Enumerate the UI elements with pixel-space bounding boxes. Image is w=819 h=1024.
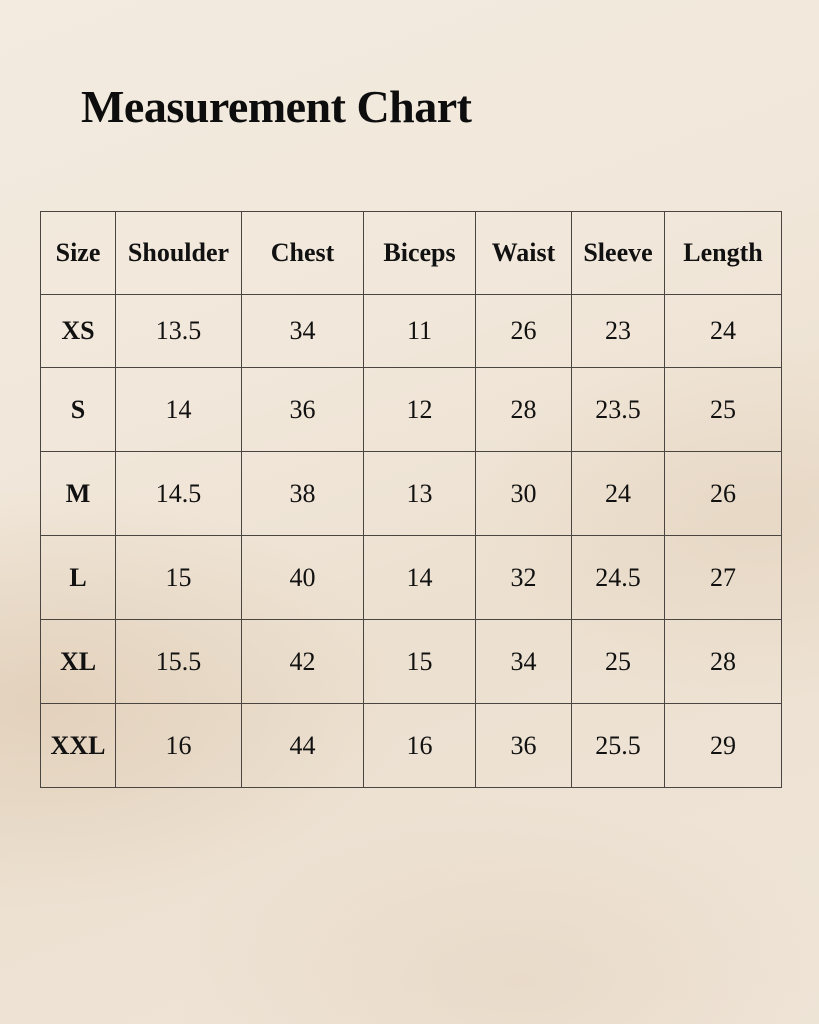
table-row	[41, 620, 782, 704]
size-cell: L	[41, 536, 116, 620]
length-cell: 26	[665, 452, 782, 536]
chest-cell: 36	[242, 368, 364, 452]
waist-cell: 36	[476, 704, 572, 788]
measurement-table	[40, 211, 782, 788]
sleeve-cell: 24.5	[572, 536, 665, 620]
header-row	[41, 212, 782, 295]
shoulder-cell: 14	[116, 368, 242, 452]
header-biceps: Biceps	[364, 212, 476, 295]
size-cell: XXL	[41, 704, 116, 788]
table-row	[41, 704, 782, 788]
size-cell: XS	[41, 295, 116, 368]
table-row	[41, 295, 782, 368]
header-size: Size	[41, 212, 116, 295]
waist-cell: 26	[476, 295, 572, 368]
table-row	[41, 536, 782, 620]
chest-cell: 40	[242, 536, 364, 620]
biceps-cell: 13	[364, 452, 476, 536]
length-cell: 24	[665, 295, 782, 368]
waist-cell: 34	[476, 620, 572, 704]
header-length: Length	[665, 212, 782, 295]
length-cell: 29	[665, 704, 782, 788]
biceps-cell: 15	[364, 620, 476, 704]
length-cell: 25	[665, 368, 782, 452]
shoulder-cell: 13.5	[116, 295, 242, 368]
length-cell: 27	[665, 536, 782, 620]
size-cell: M	[41, 452, 116, 536]
table-row	[41, 368, 782, 452]
sleeve-cell: 23.5	[572, 368, 665, 452]
chest-cell: 34	[242, 295, 364, 368]
chest-cell: 38	[242, 452, 364, 536]
shoulder-cell: 14.5	[116, 452, 242, 536]
header-sleeve: Sleeve	[572, 212, 665, 295]
waist-cell: 28	[476, 368, 572, 452]
sleeve-cell: 23	[572, 295, 665, 368]
header-waist: Waist	[476, 212, 572, 295]
biceps-cell: 11	[364, 295, 476, 368]
size-cell: XL	[41, 620, 116, 704]
table-row	[41, 452, 782, 536]
sleeve-cell: 25	[572, 620, 665, 704]
waist-cell: 32	[476, 536, 572, 620]
header-chest: Chest	[242, 212, 364, 295]
waist-cell: 30	[476, 452, 572, 536]
chest-cell: 44	[242, 704, 364, 788]
biceps-cell: 12	[364, 368, 476, 452]
shoulder-cell: 15.5	[116, 620, 242, 704]
chest-cell: 42	[242, 620, 364, 704]
size-cell: S	[41, 368, 116, 452]
biceps-cell: 16	[364, 704, 476, 788]
sleeve-cell: 25.5	[572, 704, 665, 788]
shoulder-cell: 16	[116, 704, 242, 788]
length-cell: 28	[665, 620, 782, 704]
biceps-cell: 14	[364, 536, 476, 620]
shoulder-cell: 15	[116, 536, 242, 620]
header-shoulder: Shoulder	[116, 212, 242, 295]
page-title: Measurement Chart	[81, 81, 472, 132]
sleeve-cell: 24	[572, 452, 665, 536]
